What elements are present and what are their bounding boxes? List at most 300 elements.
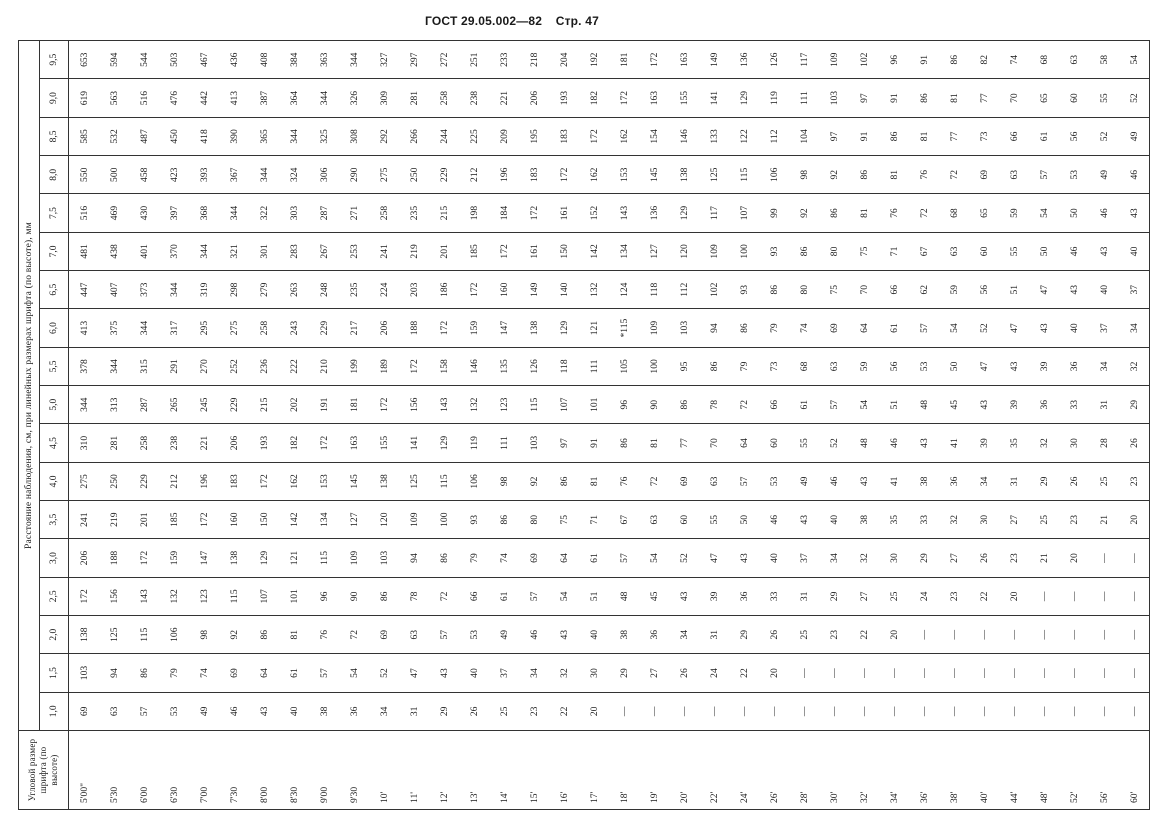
distance-cell: 60 bbox=[969, 232, 999, 270]
distance-cell: 20 bbox=[999, 577, 1029, 615]
distance-cell: — bbox=[1119, 577, 1150, 615]
distance-cell: 91 bbox=[849, 117, 879, 155]
distance-cell: 241 bbox=[369, 232, 399, 270]
distance-cell: 80 bbox=[519, 501, 549, 539]
angle-cell: 8'00 bbox=[249, 731, 279, 810]
distance-cell: 120 bbox=[669, 232, 699, 270]
angle-cell: 10' bbox=[369, 731, 399, 810]
distance-cell: 75 bbox=[819, 271, 849, 309]
distance-cell: 193 bbox=[249, 424, 279, 462]
distance-cell: 55 bbox=[1089, 79, 1119, 117]
distance-cell: 120 bbox=[369, 501, 399, 539]
distance-cell: 32 bbox=[1119, 347, 1150, 385]
distance-cell: 344 bbox=[249, 156, 279, 194]
distance-cell: 30 bbox=[579, 654, 609, 692]
distance-cell: 81 bbox=[939, 79, 969, 117]
distance-cell: 43 bbox=[729, 539, 759, 577]
distance-cell: 43 bbox=[849, 462, 879, 500]
distance-cell: 322 bbox=[249, 194, 279, 232]
distance-cell: 218 bbox=[519, 41, 549, 79]
distance-cell: 413 bbox=[219, 79, 249, 117]
distance-cell: 487 bbox=[129, 117, 159, 155]
column-header: 7,0 bbox=[40, 232, 69, 270]
distance-cell: 344 bbox=[339, 41, 369, 79]
distance-cell: — bbox=[1029, 692, 1059, 730]
distance-cell: 150 bbox=[549, 232, 579, 270]
distance-cell: 189 bbox=[369, 347, 399, 385]
distance-cell: 64 bbox=[729, 424, 759, 462]
distance-cell: 516 bbox=[69, 194, 100, 232]
table-row bbox=[1029, 41, 1059, 810]
distance-cell: 476 bbox=[159, 79, 189, 117]
distance-cell: 47 bbox=[969, 347, 999, 385]
distance-cell: 458 bbox=[129, 156, 159, 194]
table-row bbox=[939, 41, 969, 810]
distance-cell: 215 bbox=[249, 386, 279, 424]
table-head bbox=[19, 41, 69, 810]
distance-cell: 115 bbox=[519, 386, 549, 424]
distance-cell: 185 bbox=[159, 501, 189, 539]
distance-cell: 40 bbox=[1059, 309, 1089, 347]
distance-cell: 82 bbox=[969, 41, 999, 79]
distance-cell: 38 bbox=[849, 501, 879, 539]
distance-cell: 27 bbox=[939, 539, 969, 577]
distance-cell: — bbox=[1089, 654, 1119, 692]
distance-cell: 324 bbox=[279, 156, 309, 194]
distance-cell: — bbox=[969, 692, 999, 730]
distance-cell: 160 bbox=[489, 271, 519, 309]
distance-cell: 125 bbox=[699, 156, 729, 194]
angle-cell: 40' bbox=[969, 731, 999, 810]
distance-cell: 23 bbox=[819, 616, 849, 654]
distance-cell: 76 bbox=[609, 462, 639, 500]
column-header: 7,5 bbox=[40, 194, 69, 232]
distance-cell: — bbox=[609, 692, 639, 730]
table-row bbox=[609, 41, 639, 810]
distance-cell: 103 bbox=[369, 539, 399, 577]
distance-cell: 206 bbox=[519, 79, 549, 117]
distance-cell: 172 bbox=[309, 424, 339, 462]
distance-cell: 308 bbox=[339, 117, 369, 155]
distance-cell: 48 bbox=[849, 424, 879, 462]
distance-cell: 86 bbox=[249, 616, 279, 654]
column-header: 2,0 bbox=[40, 616, 69, 654]
distance-cell: 86 bbox=[909, 79, 939, 117]
angle-cell: 16' bbox=[549, 731, 579, 810]
distance-cell: 153 bbox=[309, 462, 339, 500]
distance-cell: 162 bbox=[609, 117, 639, 155]
distance-cell: 79 bbox=[729, 347, 759, 385]
distance-cell: 104 bbox=[789, 117, 819, 155]
distance-cell: 39 bbox=[1029, 347, 1059, 385]
distance-cell: 481 bbox=[69, 232, 100, 270]
distance-cell: 94 bbox=[399, 539, 429, 577]
distance-cell: 112 bbox=[759, 117, 789, 155]
distance-cell: 63 bbox=[639, 501, 669, 539]
distance-cell: 212 bbox=[459, 156, 489, 194]
distance-cell: 23 bbox=[1119, 462, 1150, 500]
distance-cell: 243 bbox=[279, 309, 309, 347]
distance-cell: 326 bbox=[339, 79, 369, 117]
distance-cell: 55 bbox=[789, 424, 819, 462]
distance-cell: 287 bbox=[309, 194, 339, 232]
distance-cell: — bbox=[1029, 616, 1059, 654]
distance-cell: 107 bbox=[249, 577, 279, 615]
distance-cell: — bbox=[1119, 616, 1150, 654]
distance-cell: 52 bbox=[819, 424, 849, 462]
distance-cell: 127 bbox=[639, 232, 669, 270]
distance-cell: 118 bbox=[549, 347, 579, 385]
distance-cell: 188 bbox=[399, 309, 429, 347]
distance-cell: 106 bbox=[159, 616, 189, 654]
distance-cell: — bbox=[909, 654, 939, 692]
distance-cell: 107 bbox=[729, 194, 759, 232]
distance-cell: 219 bbox=[399, 232, 429, 270]
distance-cell: 206 bbox=[69, 539, 100, 577]
distance-cell: — bbox=[729, 692, 759, 730]
distance-cell: 235 bbox=[399, 194, 429, 232]
distance-cell: 20 bbox=[1059, 539, 1089, 577]
distance-cell: 185 bbox=[459, 232, 489, 270]
distance-cell: 121 bbox=[579, 309, 609, 347]
distance-cell: 212 bbox=[159, 462, 189, 500]
distance-cell: 145 bbox=[339, 462, 369, 500]
distance-cell: 150 bbox=[249, 501, 279, 539]
distance-cell: — bbox=[1119, 539, 1150, 577]
distance-cell: 49 bbox=[1119, 117, 1150, 155]
distance-cell: 51 bbox=[579, 577, 609, 615]
distance-cell: 64 bbox=[549, 539, 579, 577]
distance-cell: 103 bbox=[519, 424, 549, 462]
distance-cell: 96 bbox=[609, 386, 639, 424]
distance-cell: 184 bbox=[489, 194, 519, 232]
distance-cell: 430 bbox=[129, 194, 159, 232]
distance-cell: 56 bbox=[879, 347, 909, 385]
corner-header-cell bbox=[19, 731, 69, 810]
distance-cell: 344 bbox=[99, 347, 129, 385]
distance-cell: — bbox=[909, 616, 939, 654]
distance-cell: 129 bbox=[729, 79, 759, 117]
distance-cell: 63 bbox=[699, 462, 729, 500]
distance-cell: 25 bbox=[1089, 462, 1119, 500]
distance-cell: 109 bbox=[699, 232, 729, 270]
distance-cell: 45 bbox=[639, 577, 669, 615]
distance-cell: 181 bbox=[339, 386, 369, 424]
angle-cell: 22' bbox=[699, 731, 729, 810]
distance-cell: 102 bbox=[699, 271, 729, 309]
distance-cell: 43 bbox=[1119, 194, 1150, 232]
distance-cell: 73 bbox=[759, 347, 789, 385]
distance-cell: 245 bbox=[189, 386, 219, 424]
distance-cell: 503 bbox=[159, 41, 189, 79]
distance-cell: 46 bbox=[1119, 156, 1150, 194]
distance-cell: 90 bbox=[639, 386, 669, 424]
distance-cell: 224 bbox=[369, 271, 399, 309]
table-row bbox=[489, 41, 519, 810]
distance-cell: 62 bbox=[909, 271, 939, 309]
distance-cell: 41 bbox=[939, 424, 969, 462]
distance-cell: 21 bbox=[1029, 539, 1059, 577]
angle-cell: 26' bbox=[759, 731, 789, 810]
angle-cell: 7'30 bbox=[219, 731, 249, 810]
distance-cell: 52 bbox=[369, 654, 399, 692]
distance-cell: — bbox=[909, 692, 939, 730]
distance-cell: 93 bbox=[729, 271, 759, 309]
distance-cell: 253 bbox=[339, 232, 369, 270]
distance-cell: 72 bbox=[729, 386, 759, 424]
distance-cell: 68 bbox=[1029, 41, 1059, 79]
distance-cell: 115 bbox=[219, 577, 249, 615]
distance-cell: 51 bbox=[879, 386, 909, 424]
distance-cell: 30 bbox=[969, 501, 999, 539]
distance-cell: 22 bbox=[849, 616, 879, 654]
distance-cell: 134 bbox=[309, 501, 339, 539]
distance-cell: 48 bbox=[609, 577, 639, 615]
distance-cell: 122 bbox=[729, 117, 759, 155]
distance-cell: *115 bbox=[609, 309, 639, 347]
distance-cell: 238 bbox=[459, 79, 489, 117]
angle-cell: 34' bbox=[879, 731, 909, 810]
distance-cell: 53 bbox=[1059, 156, 1089, 194]
distance-cell: 423 bbox=[159, 156, 189, 194]
distance-cell: 74 bbox=[789, 309, 819, 347]
distance-cell: 92 bbox=[819, 156, 849, 194]
distance-cell: 96 bbox=[879, 41, 909, 79]
distance-cell: 156 bbox=[399, 386, 429, 424]
distance-cell: 344 bbox=[279, 117, 309, 155]
distance-cell: 265 bbox=[159, 386, 189, 424]
distance-cell: 40 bbox=[459, 654, 489, 692]
distance-cell: 41 bbox=[879, 462, 909, 500]
angle-cell: 24' bbox=[729, 731, 759, 810]
distance-cell: 58 bbox=[1089, 41, 1119, 79]
column-header: 4,5 bbox=[40, 424, 69, 462]
distance-cell: 53 bbox=[909, 347, 939, 385]
distance-cell: 378 bbox=[69, 347, 100, 385]
distance-cell: — bbox=[1089, 692, 1119, 730]
distance-cell: 97 bbox=[849, 79, 879, 117]
distance-cell: 215 bbox=[429, 194, 459, 232]
distance-cell: — bbox=[1059, 616, 1089, 654]
column-header: 9,5 bbox=[40, 41, 69, 79]
distance-cell: 250 bbox=[399, 156, 429, 194]
distance-cell: 86 bbox=[939, 41, 969, 79]
distance-cell: 53 bbox=[459, 616, 489, 654]
distance-cell: 40 bbox=[1119, 232, 1150, 270]
distance-cell: 147 bbox=[489, 309, 519, 347]
distance-cell: — bbox=[789, 654, 819, 692]
distance-cell: 384 bbox=[279, 41, 309, 79]
distance-cell: 373 bbox=[129, 271, 159, 309]
distance-cell: 297 bbox=[399, 41, 429, 79]
angle-cell: 18' bbox=[609, 731, 639, 810]
corner-header-text: Угловой размер шрифта (по высоте) bbox=[27, 738, 59, 802]
distance-cell: — bbox=[879, 692, 909, 730]
distance-cell: 77 bbox=[969, 79, 999, 117]
distance-cell: 86 bbox=[369, 577, 399, 615]
distance-cell: 72 bbox=[639, 462, 669, 500]
table-row bbox=[1059, 41, 1089, 810]
distance-cell: 103 bbox=[819, 79, 849, 117]
distance-cell: 585 bbox=[69, 117, 100, 155]
distance-cell: 54 bbox=[639, 539, 669, 577]
distance-cell: 74 bbox=[489, 539, 519, 577]
angle-cell: 8'30 bbox=[279, 731, 309, 810]
distance-cell: 364 bbox=[279, 79, 309, 117]
distance-cell: 36 bbox=[1029, 386, 1059, 424]
distance-cell: 37 bbox=[1119, 271, 1150, 309]
distance-cell: — bbox=[759, 692, 789, 730]
distance-cell: 57 bbox=[729, 462, 759, 500]
distance-cell: 31 bbox=[789, 577, 819, 615]
distance-cell: 154 bbox=[639, 117, 669, 155]
distance-cell: 183 bbox=[219, 462, 249, 500]
distance-cell: 20 bbox=[1119, 501, 1150, 539]
column-headers-row bbox=[40, 41, 69, 810]
distance-cell: 47 bbox=[999, 309, 1029, 347]
distance-cell: 43 bbox=[999, 347, 1029, 385]
distance-cell: 59 bbox=[939, 271, 969, 309]
distance-cell: 55 bbox=[999, 232, 1029, 270]
distance-cell: — bbox=[939, 692, 969, 730]
distance-cell: 81 bbox=[909, 117, 939, 155]
distance-cell: 80 bbox=[819, 232, 849, 270]
distance-cell: 57 bbox=[609, 539, 639, 577]
distance-cell: 129 bbox=[669, 194, 699, 232]
distance-cell: 77 bbox=[939, 117, 969, 155]
distance-cell: 52 bbox=[969, 309, 999, 347]
distance-cell: 149 bbox=[519, 271, 549, 309]
distance-cell: 31 bbox=[1089, 386, 1119, 424]
distance-cell: 447 bbox=[69, 271, 100, 309]
distance-cell: — bbox=[1059, 654, 1089, 692]
distance-cell: 100 bbox=[639, 347, 669, 385]
distance-cell: 123 bbox=[489, 386, 519, 424]
distance-cell: 258 bbox=[129, 424, 159, 462]
table-row bbox=[699, 41, 729, 810]
distance-cell: 77 bbox=[669, 424, 699, 462]
distance-cell: 60 bbox=[1059, 79, 1089, 117]
distance-cell: 81 bbox=[849, 194, 879, 232]
distance-cell: 40 bbox=[579, 616, 609, 654]
distance-cell: — bbox=[879, 654, 909, 692]
distance-cell: 112 bbox=[669, 271, 699, 309]
distance-cell: 46 bbox=[1059, 232, 1089, 270]
distance-cell: 115 bbox=[429, 462, 459, 500]
distance-cell: 258 bbox=[369, 194, 399, 232]
distance-cell: 31 bbox=[699, 616, 729, 654]
distance-cell: 34 bbox=[369, 692, 399, 730]
distance-cell: 46 bbox=[759, 501, 789, 539]
column-header: 1,0 bbox=[40, 692, 69, 730]
distance-cell: 43 bbox=[249, 692, 279, 730]
column-header: 6,0 bbox=[40, 309, 69, 347]
distance-cell: 258 bbox=[429, 79, 459, 117]
distance-cell: 250 bbox=[99, 462, 129, 500]
distance-cell: 105 bbox=[609, 347, 639, 385]
distance-cell: 86 bbox=[699, 347, 729, 385]
distance-cell: 229 bbox=[429, 156, 459, 194]
distance-cell: 37 bbox=[1089, 309, 1119, 347]
distance-cell: 93 bbox=[759, 232, 789, 270]
distance-cell: 43 bbox=[549, 616, 579, 654]
distance-cell: 301 bbox=[249, 232, 279, 270]
distance-cell: 57 bbox=[429, 616, 459, 654]
distance-cell: 188 bbox=[99, 539, 129, 577]
distance-cell: 34 bbox=[819, 539, 849, 577]
distance-cell: 153 bbox=[609, 156, 639, 194]
distance-cell: 27 bbox=[849, 577, 879, 615]
distance-cell: 63 bbox=[99, 692, 129, 730]
distance-cell: 204 bbox=[549, 41, 579, 79]
distance-cell: 161 bbox=[549, 194, 579, 232]
distance-cell: 183 bbox=[549, 117, 579, 155]
group-header: Расстояние наблюдения, см, при линейных размерах шрифта (по высоте), мм bbox=[19, 41, 40, 731]
distance-cell: 48 bbox=[909, 386, 939, 424]
distance-cell: — bbox=[1029, 577, 1059, 615]
distance-cell: 344 bbox=[309, 79, 339, 117]
distance-cell: 34 bbox=[669, 616, 699, 654]
distance-cell: 56 bbox=[969, 271, 999, 309]
distance-cell: 75 bbox=[549, 501, 579, 539]
angle-cell: 14' bbox=[489, 731, 519, 810]
distance-cell: 103 bbox=[69, 654, 100, 692]
angle-cell: 20' bbox=[669, 731, 699, 810]
distance-cell: 91 bbox=[879, 79, 909, 117]
distance-cell: 132 bbox=[159, 577, 189, 615]
angle-cell: 6'00 bbox=[129, 731, 159, 810]
distance-cell: 56 bbox=[1059, 117, 1089, 155]
distance-cell: — bbox=[1089, 577, 1119, 615]
distance-cell: 86 bbox=[849, 156, 879, 194]
table-row bbox=[279, 41, 309, 810]
table-row bbox=[69, 41, 100, 810]
distance-cell: 206 bbox=[219, 424, 249, 462]
distance-cell: 563 bbox=[99, 79, 129, 117]
distance-cell: 201 bbox=[429, 232, 459, 270]
distance-cell: 57 bbox=[909, 309, 939, 347]
distance-cell: 387 bbox=[249, 79, 279, 117]
distance-cell: 287 bbox=[129, 386, 159, 424]
distance-cell: 132 bbox=[579, 271, 609, 309]
distance-cell: 196 bbox=[489, 156, 519, 194]
distance-cell: 298 bbox=[219, 271, 249, 309]
distance-cell: 64 bbox=[849, 309, 879, 347]
distance-cell: 98 bbox=[489, 462, 519, 500]
distance-cell: 181 bbox=[609, 41, 639, 79]
rotated-table-wrapper bbox=[18, 40, 1140, 810]
distance-cell: 368 bbox=[189, 194, 219, 232]
distance-cell: 63 bbox=[399, 616, 429, 654]
angle-cell: 13' bbox=[459, 731, 489, 810]
distance-cell: 49 bbox=[489, 616, 519, 654]
font-size-distance-table bbox=[18, 40, 1150, 810]
distance-cell: 162 bbox=[579, 156, 609, 194]
distance-cell: 281 bbox=[399, 79, 429, 117]
distance-cell: 76 bbox=[879, 194, 909, 232]
distance-cell: 47 bbox=[699, 539, 729, 577]
distance-cell: 236 bbox=[249, 347, 279, 385]
table-row bbox=[459, 41, 489, 810]
distance-cell: 275 bbox=[369, 156, 399, 194]
distance-cell: 34 bbox=[519, 654, 549, 692]
distance-cell: 53 bbox=[159, 692, 189, 730]
distance-cell: 129 bbox=[249, 539, 279, 577]
distance-cell: 263 bbox=[279, 271, 309, 309]
distance-cell: 61 bbox=[579, 539, 609, 577]
distance-cell: 149 bbox=[699, 41, 729, 79]
distance-cell: 25 bbox=[1029, 501, 1059, 539]
